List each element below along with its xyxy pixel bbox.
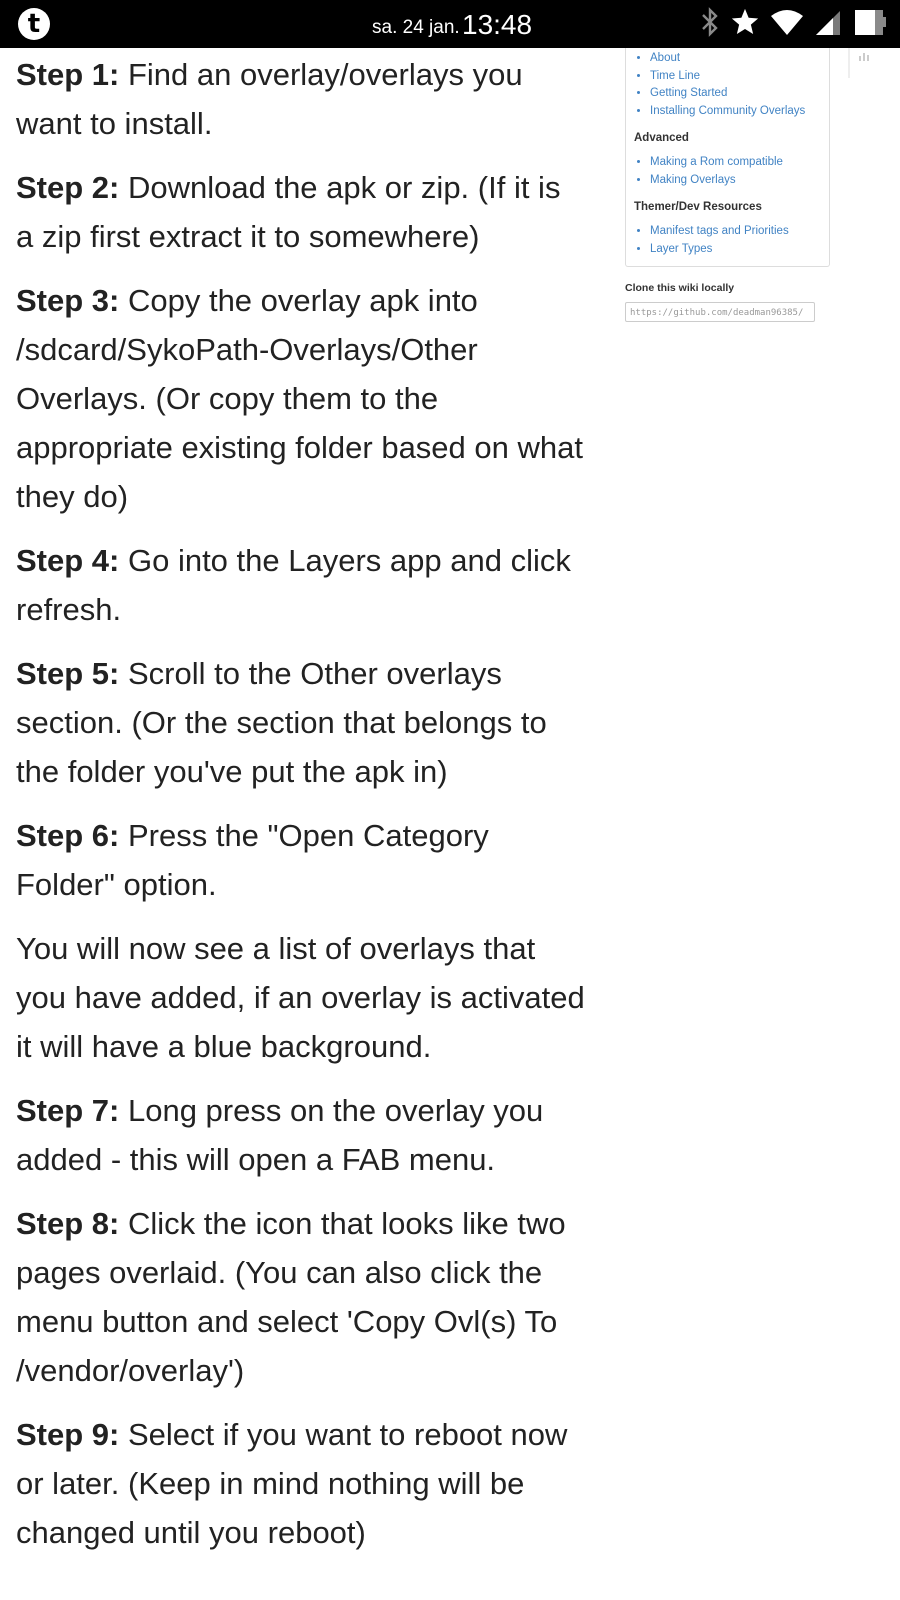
scroll-edge-divider bbox=[848, 48, 850, 78]
app-notification-icon: t bbox=[18, 8, 50, 40]
wiki-sidebar bbox=[625, 48, 830, 322]
status-bar bbox=[0, 0, 900, 48]
step-4 bbox=[16, 536, 586, 634]
link-label[interactable]: Making a Rom compatible bbox=[650, 156, 783, 168]
step-2 bbox=[16, 163, 586, 261]
link-label[interactable]: Layer Types bbox=[650, 242, 713, 255]
clone-wiki-label: Clone this wiki locally bbox=[625, 282, 735, 294]
sidebar-link-making-rom-compatible[interactable] bbox=[650, 154, 821, 172]
link-label[interactable]: Time Line bbox=[650, 69, 701, 82]
step-text: Press the "Open Category Folder" option. bbox=[16, 818, 489, 902]
step-1 bbox=[16, 50, 586, 148]
advanced-heading: Advanced bbox=[634, 132, 689, 144]
step-text: You will now see a list of overlays that you have added, if an overlay is activated it will have a blue background. bbox=[16, 931, 585, 1064]
step-label: Step 5: bbox=[16, 656, 120, 691]
step-label: Step 8: bbox=[16, 1206, 120, 1241]
star-icon bbox=[730, 7, 760, 42]
link-label[interactable]: Getting Started bbox=[650, 87, 728, 99]
sidebar-link-layer-types[interactable] bbox=[650, 241, 821, 259]
step-7 bbox=[16, 1086, 586, 1184]
step-label: Step 7: bbox=[16, 1093, 120, 1128]
step-label: Step 1: bbox=[16, 57, 120, 92]
status-date: sa. 24 jan. bbox=[372, 17, 460, 38]
link-label[interactable]: About bbox=[650, 52, 681, 64]
sidebar-link-time-line[interactable] bbox=[650, 68, 821, 86]
step-label: Step 3: bbox=[16, 283, 120, 318]
status-time: 13:48 bbox=[462, 9, 533, 40]
link-label[interactable]: Manifest tags and Priorities bbox=[650, 225, 789, 237]
bluetooth-icon bbox=[700, 7, 720, 42]
step-3 bbox=[16, 276, 586, 521]
wiki-content bbox=[16, 48, 586, 1572]
step-text: Copy the overlay apk into /sdcard/SykoPath-Overlays/Other Overlays. (Or copy them to the appropriate existing folder based on what they do) bbox=[16, 283, 583, 514]
chart-icon bbox=[858, 48, 870, 66]
cell-signal-icon bbox=[814, 8, 842, 41]
link-label[interactable]: Installing Community Overlays bbox=[650, 104, 806, 117]
battery-icon bbox=[852, 7, 886, 42]
wiki-pages-box bbox=[625, 48, 830, 267]
step-text: Scroll to the Other overlays section. (Or the section that belongs to the folder you've put the apk in) bbox=[16, 656, 547, 789]
step-text: Download the apk or zip. (If it is a zip first extract it to somewhere) bbox=[16, 170, 561, 254]
step-text: Long press on the overlay you added - this will open a FAB menu. bbox=[16, 1093, 544, 1177]
step-9 bbox=[16, 1410, 586, 1557]
sidebar-link-about[interactable] bbox=[650, 50, 821, 68]
resources-links-list bbox=[634, 223, 821, 258]
link-label[interactable]: Making Overlays bbox=[650, 173, 736, 186]
sidebar-link-manifest-tags[interactable] bbox=[650, 223, 821, 241]
step-note bbox=[16, 924, 586, 1071]
step-5 bbox=[16, 649, 586, 796]
step-text: Go into the Layers app and click refresh. bbox=[16, 543, 571, 627]
step-label: Step 2: bbox=[16, 170, 120, 205]
advanced-links-list bbox=[634, 154, 821, 189]
step-label: Step 6: bbox=[16, 818, 120, 853]
step-label: Step 9: bbox=[16, 1417, 120, 1452]
step-text: Click the icon that looks like two pages overlaid. (You can also click the menu button and select 'Copy Ovl(s) To /vendor/overlay') bbox=[16, 1206, 566, 1388]
sidebar-link-making-overlays[interactable] bbox=[650, 172, 821, 190]
step-6 bbox=[16, 811, 586, 909]
step-text: Find an overlay/overlays you want to install. bbox=[16, 57, 523, 141]
step-text: Select if you want to reboot now or later. (Keep in mind nothing will be changed until you reboot) bbox=[16, 1417, 568, 1550]
sidebar-link-installing-community-overlays[interactable] bbox=[650, 103, 821, 121]
step-label: Step 4: bbox=[16, 543, 120, 578]
resources-heading: Themer/Dev Resources bbox=[634, 201, 762, 213]
basic-links-list bbox=[634, 50, 821, 120]
sidebar-link-getting-started[interactable] bbox=[650, 85, 821, 103]
clone-url-field[interactable]: https://github.com/deadman96385/ bbox=[625, 302, 815, 322]
wifi-icon bbox=[770, 8, 804, 41]
status-icons bbox=[700, 8, 886, 40]
step-8 bbox=[16, 1199, 586, 1395]
